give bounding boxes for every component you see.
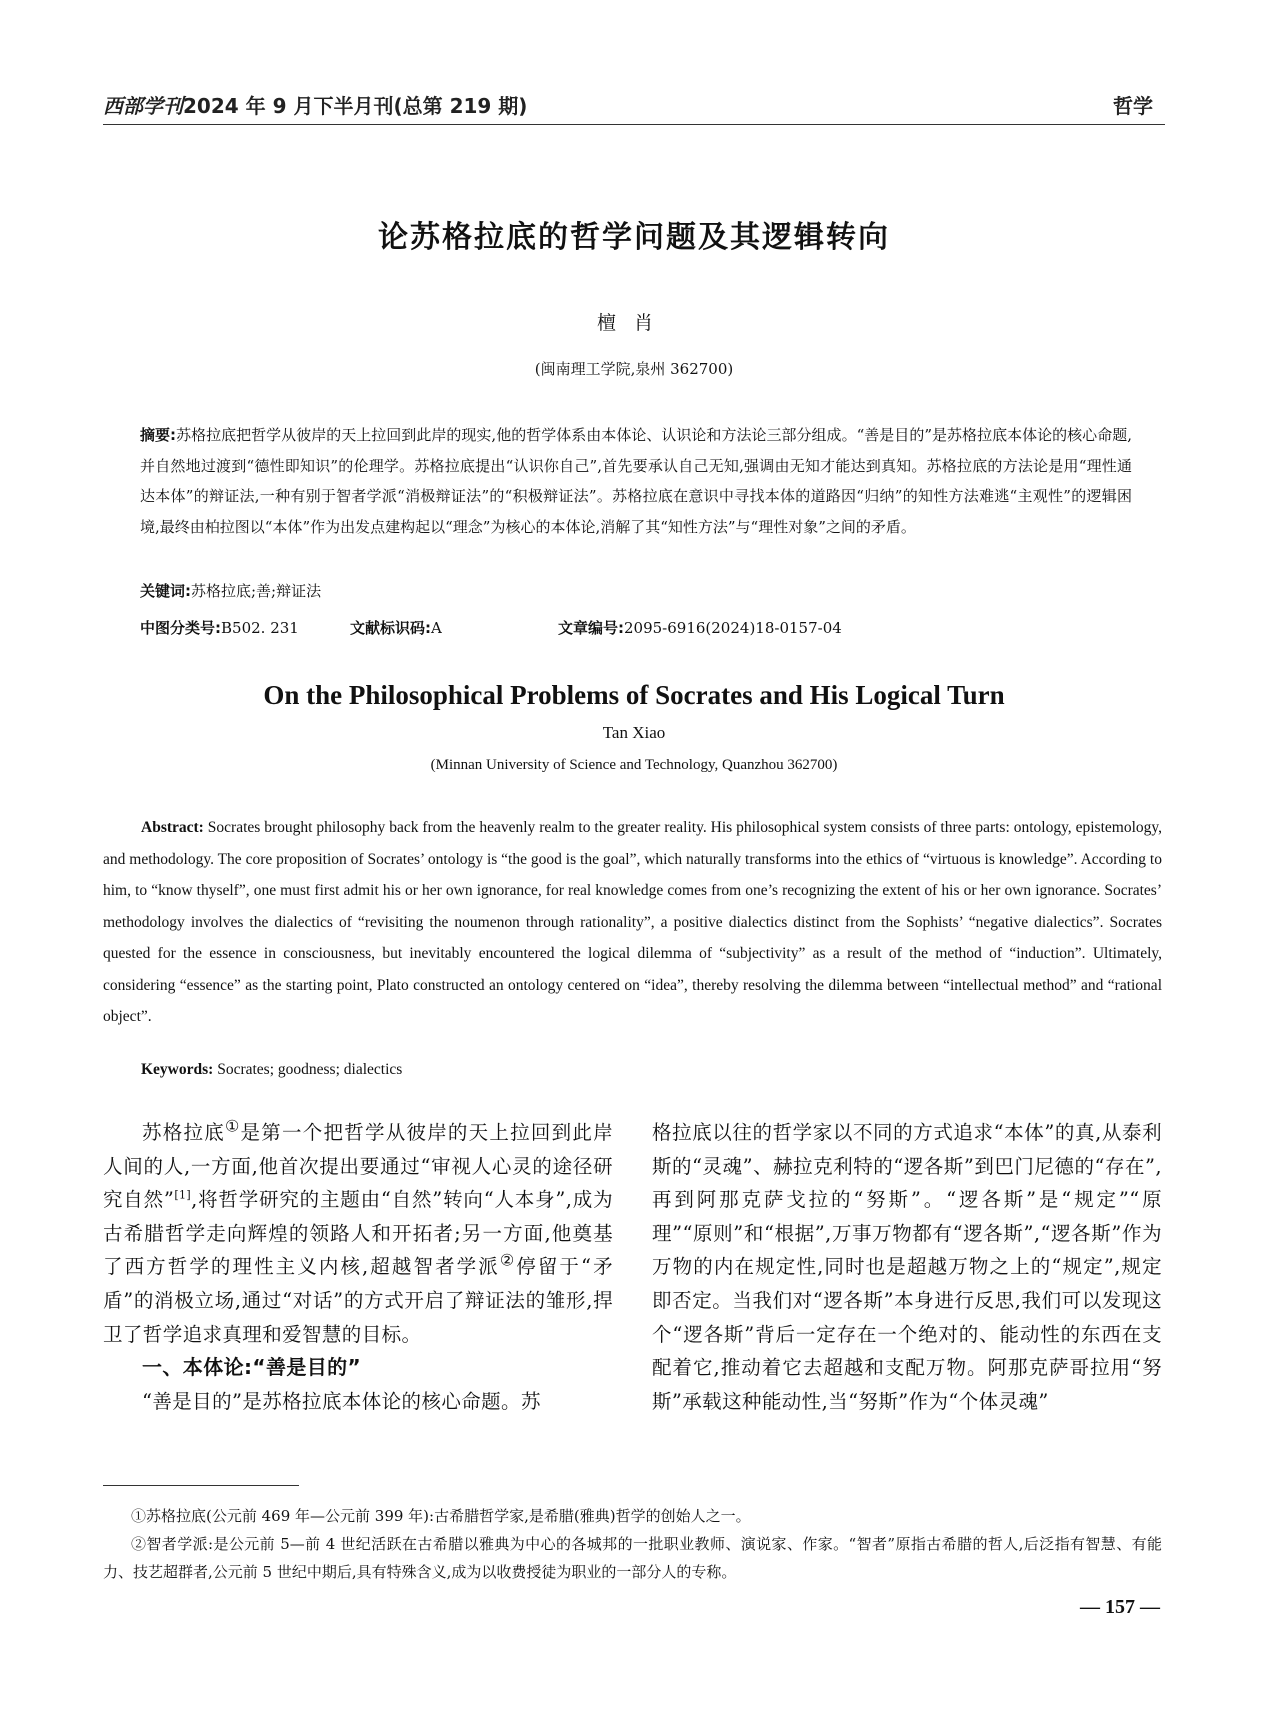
footnote-marker: ② [499,1250,517,1270]
clc-value: B502. 231 [221,619,299,637]
clc-number [140,617,299,638]
abstract-label-en: Abstract: [141,819,204,836]
issue-info: 2024 年 9 月下半月刊(总第 219 期) [183,94,528,118]
article-title-en: On the Philosophical Problems of Socrates and His Logical Turn [263,680,1005,710]
body-column-left [103,1116,613,1418]
header-divider [103,124,1165,125]
doc-code-label: 文献标识码: [350,619,431,637]
classification-row [140,617,1132,637]
page-number: — 157 — [1080,1596,1160,1618]
article-no-label: 文章编号: [558,619,624,637]
body-paragraph: 格拉底以往的哲学家以不同的方式追求“本体”的真,从泰利斯的“灵魂”、赫拉克利特的“逻各斯”到巴门尼德的“存在”,再到阿那克萨戈拉的“努斯”。“逻各斯”是“规定”“原理”“原则”和“根据”,万事万物都有“逻各斯”,“逻各斯”作为万物的内在规定性,同时也是超越万物之上的“规定”,规定即否定。当我们对“逻各斯”本身进行反思,我们可以发现这个“逻各斯”背后一定存在一个绝对的、能动性的东西在支配着它,推动着它去超越和支配万物。阿那克萨哥拉用“努斯”承载这种能动性,当“努斯”作为“个体灵魂” [652,1121,1162,1413]
body-text: 苏格拉底 [142,1121,225,1144]
footnote-2: ②智者学派:是公元前 5—前 4 世纪活跃在古希腊以雅典为中心的各城邦的一批职业教师、演说家、作家。“智者”原指古希腊的哲人,后泛指有智慧、有能力、技艺超群者,公元前 5 世纪中期后,具有特殊含义,成为以收费授徒为职业的一部分人的专称。 [103,1535,1162,1581]
abstract-label-cn: 摘要: [140,426,177,444]
body-column-right [652,1116,1162,1418]
abstract-cn [140,420,1132,542]
article-no-value: 2095-6916(2024)18-0157-04 [624,619,842,637]
footnote-marker: ① [224,1116,241,1136]
article-number [558,617,842,638]
article-title-cn: 论苏格拉底的哲学问题及其逻辑转向 [378,220,890,255]
body-text: ,将哲学研究的主题由“自然”转向“人本身”,成为古希腊哲学走向辉煌的领路人和开拓者;另一方面,他奠基了西方哲学的理性主义内核,超越智者学派 [103,1188,614,1279]
body-text: 是第一个把哲学从彼岸的天上拉回到此岸人间的人,一方面,他首次提出要通过“审视人心灵的途径研究自然” [103,1121,613,1212]
abstract-text-en: Socrates brought philosophy back from the heavenly realm to the greater reality. His philosophical system consists of three parts: ontology, epistemology, and methodology. The core proposition of Socrates’ ontology is “the good is the goal”, which naturally transforms into the ethics of “virtuous is knowledge”. According to him, to “know thyself”, one must first admit his or her own ignorance, for real knowledge comes from one’s recognizing the extent of his or her own ignorance. Socrates’ methodology involves the dialectics of “revisiting the noumenon through rationality”, a positive dialectics distinct from the Sophists’ “negative dialectics”. Socrates quested for the essence in consciousness, but inevitably encountered the logical dilemma of “subjectivity” as a result of the method of “induction”. Ultimately, considering “essence” as the starting point, Plato constructed an ontology centered on “idea”, thereby resolving the dilemma between “intellectual method” and “rational object”. [103,819,1163,1025]
body-paragraph: “善是目的”是苏格拉底本体论的核心命题。苏 [142,1389,541,1413]
footnote-1: ①苏格拉底(公元前 469 年—公元前 399 年):古希腊哲学家,是希腊(雅典)哲学的创始人之一。 [131,1507,751,1525]
running-header-left [103,90,527,119]
keywords-en [141,1061,402,1079]
document-code [350,617,442,638]
doc-code-value: A [431,619,442,637]
keywords-text-en: Socrates; goodness; dialectics [217,1061,403,1078]
keywords-label-cn: 关键词: [140,582,191,600]
citation-ref: [1] [174,1188,192,1202]
clc-label: 中图分类号: [140,619,221,637]
body-text: 停留于“矛盾”的消极立场,通过“对话”的方式开启了辩证法的雏形,捍卫了哲学追求真理和爱智慧的目标。 [103,1255,613,1346]
body-paragraph [103,1116,613,1351]
abstract-text-cn: 苏格拉底把哲学从彼岸的天上拉回到此岸的现实,他的哲学体系由本体论、认识论和方法论三部分组成。“善是目的”是苏格拉底本体论的核心命题,并自然地过渡到“德性即知识”的伦理学。苏格拉底提出“认识你自己”,首先要承认自己无知,强调由无知才能达到真知。苏格拉底的方法论是用“理性通达本体”的辩证法,一种有别于智者学派“消极辩证法”的“积极辩证法”。苏格拉底在意识中寻找本体的道路因“归纳”的知性方法难逃“主观性”的逻辑困境,最终由柏拉图以“本体”作为出发点建构起以“理念”为核心的本体论,消解了其“知性方法”与“理性对象”之间的矛盾。 [140,426,1133,536]
author-en: Tan Xiao [602,723,666,742]
section-heading: 一、本体论:“善是目的” [142,1355,362,1380]
author-cn: 檀肖 [596,312,671,334]
affiliation-en: (Minnan University of Science and Technology, Quanzhou 362700) [430,757,838,773]
section-label: 哲学 [1113,94,1153,118]
affiliation-cn: (闽南理工学院,泉州 362700) [534,360,734,378]
keywords-text-cn: 苏格拉底;善;辩证法 [191,582,322,600]
footnotes [103,1502,1162,1586]
journal-name: 西部学刊 [103,94,183,118]
abstract-en [103,812,1162,1033]
footnote-divider [103,1485,299,1486]
keywords-cn [140,580,321,601]
keywords-label-en: Keywords: [141,1061,214,1078]
